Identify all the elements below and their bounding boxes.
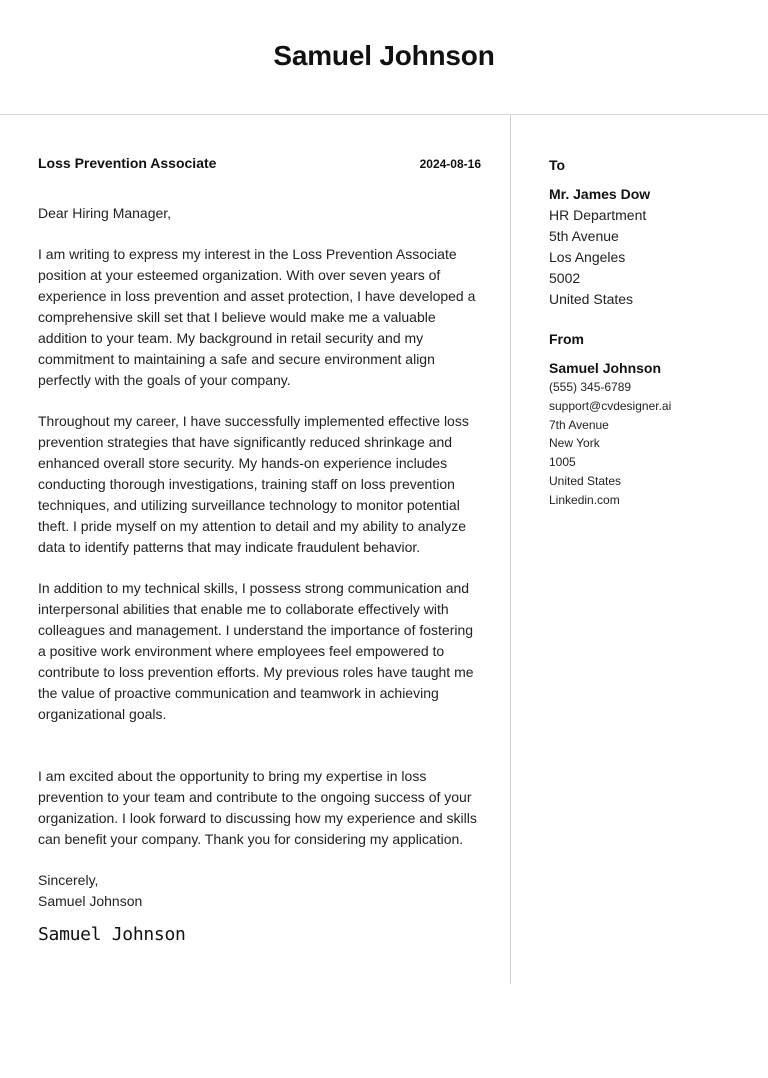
sender-linkedin: Linkedin.com	[549, 492, 620, 507]
paragraph-skills: In addition to my technical skills, I possess strong communication and interpersonal abilities that enable me to collaborate effectively with colleagues and management. I understand the importance of fostering a positive work environment where employees feel empowered to contribute to loss prevention efforts. My previous roles have taught me the value of proactive communication and teamwork in achieving organizational goals.	[38, 580, 474, 722]
sender-street: 7th Avenue	[549, 417, 609, 432]
recipient-zip: 5002	[549, 270, 581, 286]
recipient-name: Mr. James Dow	[549, 186, 651, 202]
recipient-city: Los Angeles	[549, 249, 626, 265]
sender-phone: (555) 345-6789	[549, 380, 632, 394]
letter-body	[38, 155, 481, 945]
paragraph-closing: I am excited about the opportunity to bring my expertise in loss prevention to your team and contribute to the ongoing success of your organization. I look forward to discussing how my experience and skills can benefit your company. Thank you for considering my application.	[38, 768, 477, 847]
paragraph-experience: Throughout my career, I have successfully implemented effective loss prevention strategies that have significantly reduced shrinkage and enhanced overall store security. My hands-on experience includes conducting thorough investigations, training staff on loss prevention techniques, and utilizing surveillance technology to monitor potential theft. I pride myself on my attention to detail and my ability to analyze data to identify patterns that may indicate fraudulent behavior.	[38, 413, 469, 555]
contact-sidebar	[549, 155, 759, 510]
recipient-department: HR Department	[549, 207, 647, 223]
sender-city: New York	[549, 436, 600, 451]
sender-name: Samuel Johnson	[549, 360, 662, 376]
sender-zip: 1005	[549, 455, 576, 470]
sender-email: support@cvdesigner.ai	[549, 398, 672, 413]
salutation: Dear Hiring Manager,	[38, 205, 172, 221]
column-divider	[510, 115, 511, 984]
recipient-street: 5th Avenue	[549, 228, 619, 244]
letter-date: 2024-08-16	[419, 157, 481, 171]
recipient-label: To	[549, 157, 566, 173]
job-position: Loss Prevention Associate	[38, 155, 217, 171]
signature: Samuel Johnson	[38, 924, 186, 945]
recipient-country: United States	[549, 291, 634, 307]
sender-country: United States	[549, 473, 622, 488]
letter-meta	[38, 155, 481, 175]
closing-block	[38, 870, 481, 912]
closing-text: Sincerely,	[38, 872, 99, 888]
paragraph-intro: I am writing to express my interest in the Loss Prevention Associate position at your esteemed organization. With over seven years of experience in loss prevention and asset protection, I have developed a comprehensive skill set that I believe would make me a valuable addition to your team. My background in retail security and my commitment to maintaining a safe and secure environment align perfectly with the goals of your company.	[38, 246, 476, 388]
sender-label: From	[549, 331, 584, 347]
applicant-name-title: Samuel Johnson	[273, 40, 495, 71]
closing-name: Samuel Johnson	[38, 893, 143, 909]
letter-header	[0, 0, 768, 115]
